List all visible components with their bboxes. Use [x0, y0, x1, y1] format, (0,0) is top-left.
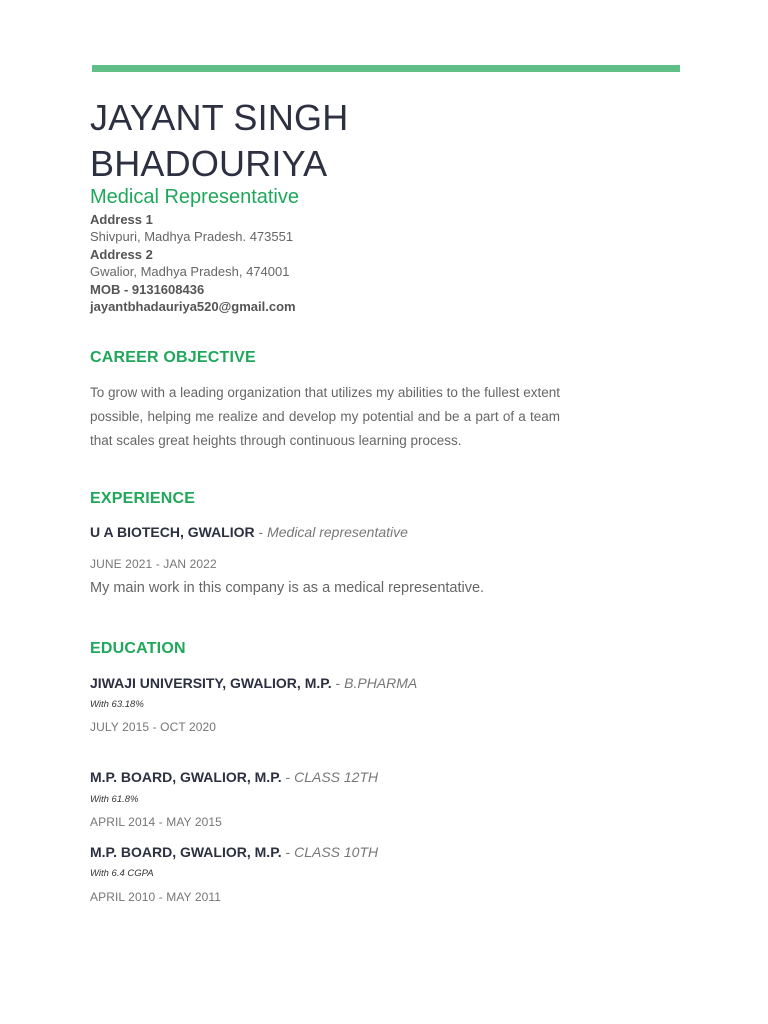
experience-dates: JUNE 2021 - JAN 2022 [90, 557, 217, 571]
experience-heading: EXPERIENCE [90, 490, 196, 507]
address2-label: Address 2 [90, 246, 153, 262]
education-entry-header [90, 769, 378, 785]
education-dates: APRIL 2014 - MAY 2015 [90, 815, 222, 829]
education-entry-header [90, 675, 417, 691]
education-institution: M.P. BOARD, GWALIOR, M.P. [90, 844, 282, 860]
separator: - [281, 844, 295, 860]
address2-value: Gwalior, Madhya Pradesh, 474001 [90, 264, 290, 280]
candidate-name-line1: JAYANT SINGH [90, 97, 349, 138]
candidate-name-line2: BHADOURIYA [90, 143, 328, 184]
mobile-number: MOB - 9131608436 [90, 281, 205, 297]
address1-value: Shivpuri, Madhya Pradesh. 473551 [90, 229, 294, 245]
education-score: With 61.8% [90, 794, 139, 805]
separator: - [281, 769, 295, 785]
header-accent-rule [92, 65, 680, 72]
address1-label: Address 1 [90, 212, 153, 227]
education-degree: B.PHARMA [344, 675, 418, 691]
contact-block [90, 211, 296, 315]
career-objective-text: To grow with a leading organization that utilizes my abilities to the fullest extent possible, helping me realize and develop my potential and be a part of a team that scales great heights through continuous learning process. [90, 385, 560, 448]
experience-description: My main work in this company is as a medical representative. [90, 580, 485, 596]
separator: - [254, 524, 268, 540]
email-link[interactable]: jayantbhadauriya520@gmail.com [90, 299, 296, 315]
education-entry-header [90, 844, 378, 860]
experience-org: U A BIOTECH, GWALIOR [90, 524, 255, 540]
career-objective-heading: CAREER OBJECTIVE [90, 349, 256, 366]
separator: - [331, 675, 345, 691]
experience-entry-header [90, 524, 408, 540]
experience-position: Medical representative [267, 524, 408, 540]
education-score: With 63.18% [90, 699, 144, 710]
education-dates: APRIL 2010 - MAY 2011 [90, 890, 222, 904]
education-institution: M.P. BOARD, GWALIOR, M.P. [90, 769, 282, 785]
education-degree: CLASS 10TH [294, 844, 379, 860]
candidate-name [90, 95, 690, 187]
education-heading: EDUCATION [90, 640, 186, 657]
education-dates: JULY 2015 - OCT 2020 [90, 720, 217, 734]
job-title: Medical Representative [90, 186, 299, 208]
education-degree: CLASS 12TH [294, 769, 379, 785]
education-score: With 6.4 CGPA [90, 868, 154, 879]
education-institution: JIWAJI UNIVERSITY, GWALIOR, M.P. [90, 675, 332, 691]
